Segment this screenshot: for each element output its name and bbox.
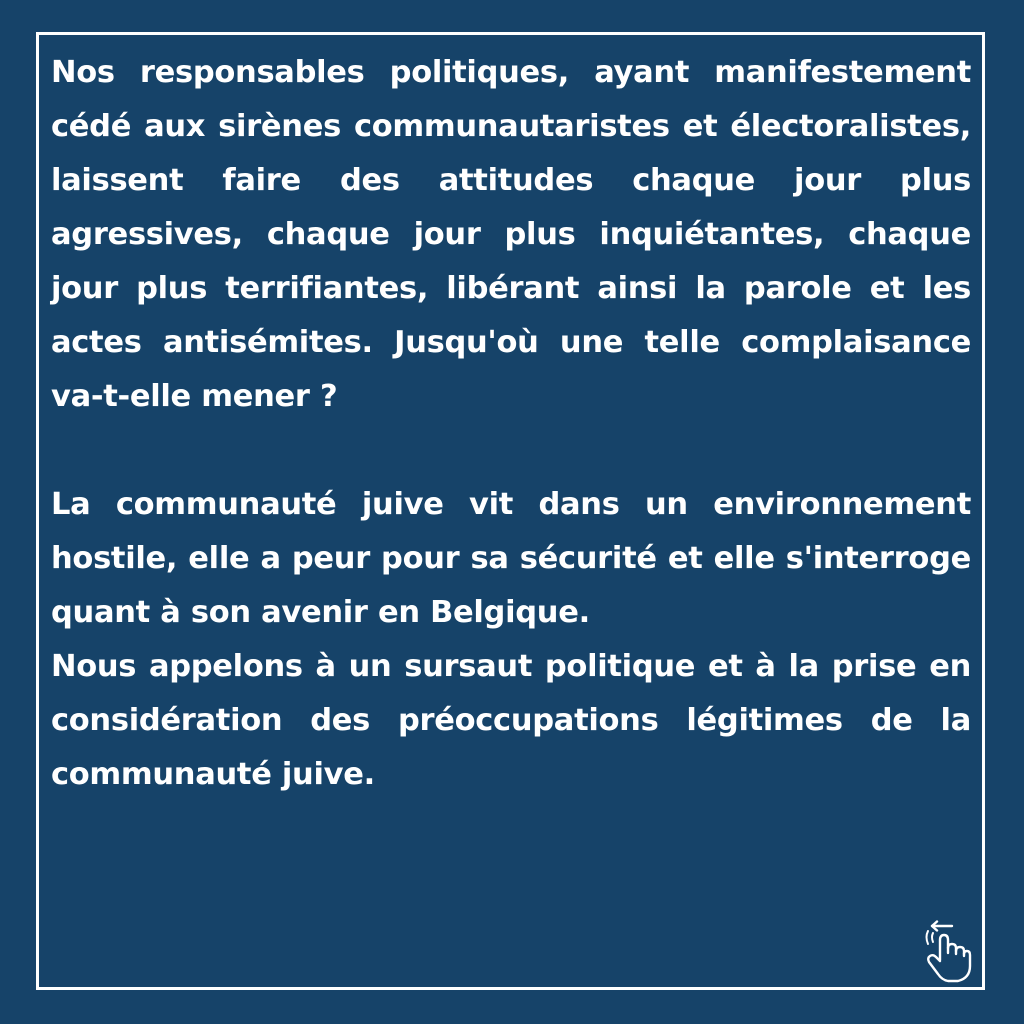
swipe-left-hand-icon [918, 920, 974, 984]
paragraph-hostile-environment: La communauté juive vit dans un environnement hostile, elle a peur pour sa sécurité et elle s'interroge quant à son avenir en Belgique. [51, 487, 971, 630]
paragraph-call-to-action: Nous appelons à un sursaut politique et à la prise en considération des préoccupations légitimes de la communauté juive. [51, 649, 971, 792]
paragraph-complacency: Nos responsables politiques, ayant manifestement cédé aux sirènes communautaristes et électoralistes, laissent faire des attitudes chaque jour plus agressives, chaque jour plus inquiétantes, chaque jour plus terrifiantes, libérant ainsi la parole et les actes antisémites. Jusqu'où une telle complaisance va-t-elle mener ? [51, 55, 971, 414]
paragraph-spacer [51, 424, 971, 478]
statement-text [51, 46, 971, 802]
